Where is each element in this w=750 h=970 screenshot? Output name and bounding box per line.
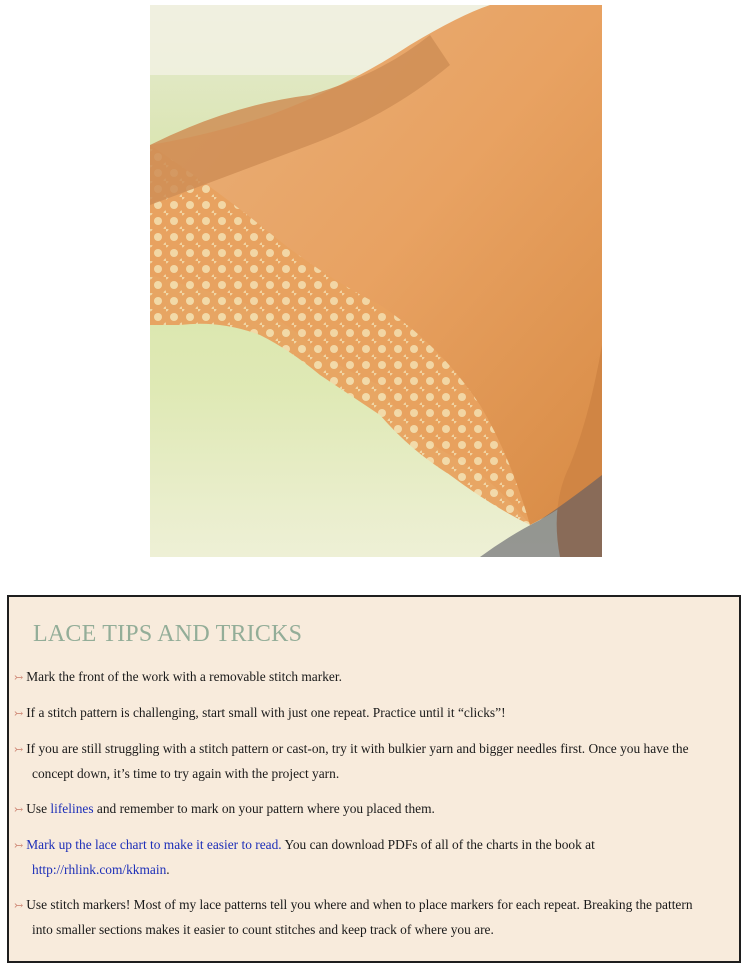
tip-item: ↣ Mark up the lace chart to make it easier to read. You can download PDFs of all of the charts in the book at http://rhlink.com/kkmain. [14, 837, 595, 877]
lifelines-link[interactable]: lifelines [50, 801, 94, 816]
arrow-bullet-icon: ↣ [14, 672, 24, 684]
arrow-bullet-icon: ↣ [14, 840, 24, 852]
arrow-bullet-icon: ↣ [14, 900, 24, 912]
tip-item: ↣ Use lifelines and remember to mark on your pattern where you placed them. [14, 801, 435, 816]
tip-item: ↣ Use stitch markers! Most of my lace patterns tell you where and when to place markers for each repeat. Breaking the pattern into smaller sections makes it easier to count stitches and keep track of where you are. [14, 897, 693, 937]
arrow-bullet-icon: ↣ [14, 744, 24, 756]
kkmain-url-link[interactable]: http://rhlink.com/kkmain [32, 862, 167, 877]
tip-item: ↣ If a stitch pattern is challenging, start small with just one repeat. Practice until it “clicks”! [14, 705, 506, 720]
tip-item: ↣ Mark the front of the work with a removable stitch marker. [14, 669, 342, 684]
lace-tips-box [7, 595, 741, 963]
tips-title: LACE TIPS AND TRICKS [33, 621, 303, 647]
mark-up-chart-link[interactable]: Mark up the lace chart to make it easier to read. [26, 837, 282, 852]
arrow-bullet-icon: ↣ [14, 804, 24, 816]
tip-item: ↣ If you are still struggling with a stitch pattern or cast-on, try it with bulkier yarn and bigger needles first. Once you have the concept down, it’s time to try again with the project yarn. [14, 741, 689, 781]
arrow-bullet-icon: ↣ [14, 708, 24, 720]
lace-shawl-photo [150, 5, 602, 557]
